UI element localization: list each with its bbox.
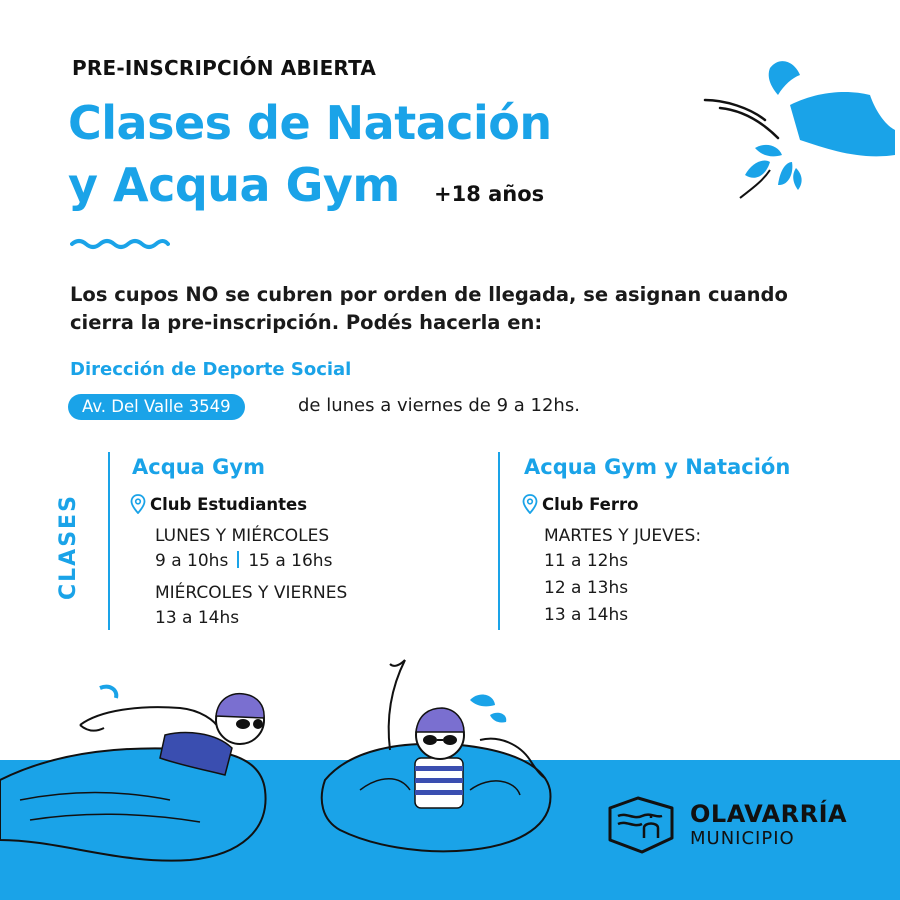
pre-registration-kicker: PRE-INSCRIPCIÓN ABIERTA: [72, 56, 377, 80]
club-estudiantes: [130, 494, 307, 514]
schedule-time: 13 a 14hs: [544, 605, 629, 625]
schedule-time: 9 a 10hs: [155, 551, 229, 571]
schedule-time: 12 a 13hs: [544, 578, 629, 598]
schedule-days: MARTES Y JUEVES:: [544, 526, 702, 546]
intro-text-line2: cierra la pre-inscripción. Podés hacerla en:: [70, 311, 543, 334]
office-name: Dirección de Deporte Social: [70, 359, 352, 380]
water-splash-decoration: [700, 50, 900, 210]
page-title-line1: Clases de Natación: [68, 96, 552, 150]
club-name: Club Ferro: [542, 494, 639, 514]
club-name: Club Estudiantes: [150, 494, 308, 514]
column-divider-left: [108, 452, 110, 630]
age-requirement: +18 años: [434, 182, 545, 206]
acqua-gym-natacion-title: Acqua Gym y Natación: [524, 455, 791, 479]
schedule-time: 11 a 12hs: [544, 551, 629, 571]
municipality-emblem-icon: [602, 794, 680, 856]
club-ferro: [522, 494, 638, 514]
schedule-times-1: [155, 551, 332, 571]
classes-side-label: CLASES: [56, 494, 81, 600]
schedule-time: 15 a 16hs: [248, 551, 333, 571]
olavarria-municipio-logo: [602, 794, 847, 856]
swimmers-illustration: [0, 640, 600, 900]
intro-text-line1: Los cupos NO se cubren por orden de llegada, se asignan cuando: [70, 283, 788, 306]
acqua-gym-title: Acqua Gym: [132, 455, 265, 479]
column-divider-middle: [498, 452, 500, 630]
location-pin-icon: [130, 494, 146, 514]
logo-name: OLAVARRÍA: [690, 800, 848, 828]
location-pin-icon: [522, 494, 538, 514]
wave-divider-icon: [70, 236, 170, 252]
schedule-days-2: MIÉRCOLES Y VIERNES: [155, 583, 348, 603]
time-separator: [237, 551, 239, 568]
page-title-line2: y Acqua Gym: [68, 158, 400, 212]
logo-subtitle: MUNICIPIO: [690, 828, 795, 849]
address-badge: Av. Del Valle 3549: [68, 394, 245, 420]
logo-text: [690, 802, 847, 848]
schedule-times-2: 13 a 14hs: [155, 608, 240, 628]
office-hours: de lunes a viernes de 9 a 12hs.: [298, 395, 580, 416]
schedule-days-1: LUNES Y MIÉRCOLES: [155, 526, 330, 546]
